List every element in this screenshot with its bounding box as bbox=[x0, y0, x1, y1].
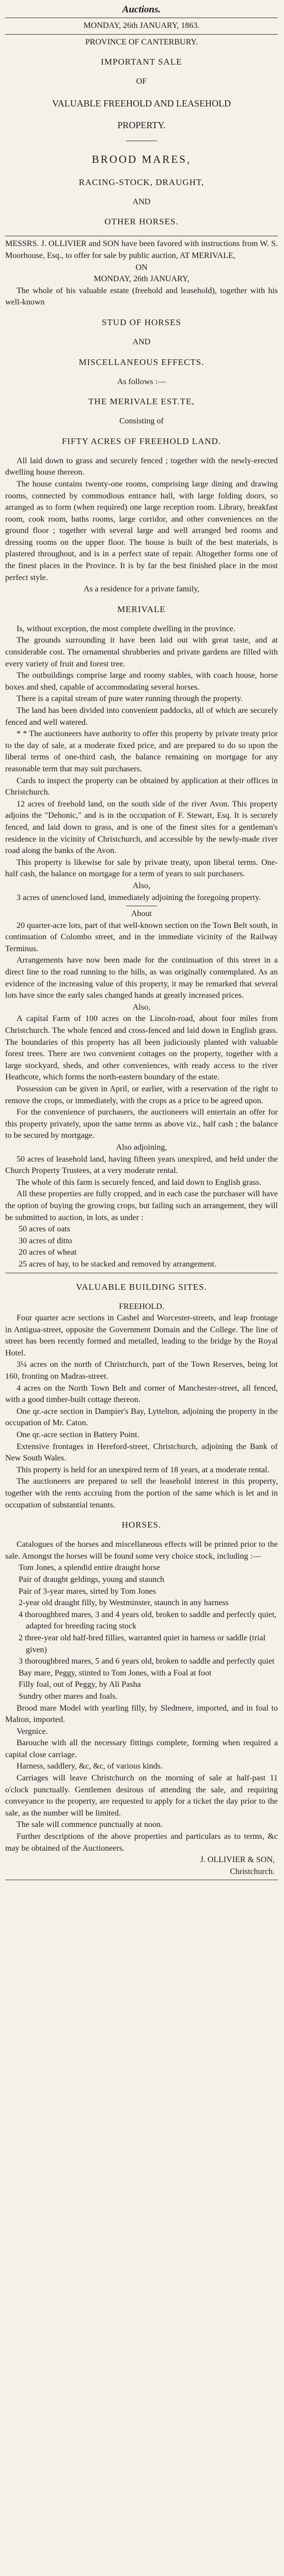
carriages-para: Carriages will leave Christchurch on the morning of sale at half-past 11 o'clock punctually. Gentlemen desirous of attending the sale, and requiring conveyance to the property, are requested to apply for a ticket the day prior to the sale, as the number will be limited. bbox=[5, 1774, 278, 1818]
horse-item-5: 4 thoroughbred mares, 3 and 4 years old, broken to saddle and perfectly quiet, adapted for breeding racing stock bbox=[19, 1610, 277, 1631]
brood-line-3: AND bbox=[132, 197, 151, 206]
building-sites-heading: VALUABLE BUILDING SITES. bbox=[76, 1282, 207, 1292]
misc-heading: MISCELLANEOUS EFFECTS. bbox=[78, 357, 204, 367]
also-adjoining-line: Also adjoining, bbox=[116, 1142, 167, 1152]
fifty-acres-heading: FIFTY ACRES OF FREEHOLD LAND. bbox=[61, 436, 222, 446]
also-line-2: Also, bbox=[132, 1002, 151, 1012]
building-para-7: This property is held for an unexpired term of 18 years, at a moderate rental. bbox=[17, 1465, 270, 1474]
estate-para-8: * * The auctioneers have authority to offer this property by private treaty prior to the day of sale, at a moderate fixed price, and are prepared to do so upon the liberal terms of one-third cash, the balance remaining on mortgage for any reasonable term that may suit purchasers. bbox=[5, 729, 278, 773]
building-para-4: One qr.-acre section in Dampier's Bay, Lyttelton, adjoining the property in the occupation of Mr. Caton. bbox=[5, 1407, 278, 1428]
estate-para-7: The land has been divided into convenient paddocks, all of which are securely fenced and well watered. bbox=[5, 706, 278, 727]
horse-item-1: Tom Jones, a splendid entire draught horse bbox=[19, 1563, 160, 1573]
estate-para-4: The grounds surrounding it have been laid out with great taste, and at considerable cost. The ornamental shrubberies and private gardens are filled with every variety of fruit and forest tree. bbox=[5, 636, 278, 668]
important-sale: IMPORTANT SALE bbox=[101, 57, 182, 67]
horses-heading: HORSES. bbox=[121, 1520, 162, 1530]
consisting-line: Consisting of bbox=[119, 417, 164, 426]
estate-para-18: 50 acres of leasehold land, having fifteen years unexpired, and held under the Church Property Trustees, at a very moderate rental. bbox=[5, 1154, 278, 1176]
estate-para-5: The outbuildings comprise large and roomy stables, with coach house, horse boxes and shed, capable of accommodating several horses. bbox=[5, 671, 278, 692]
crop-item-2: 30 acres of ditto bbox=[19, 1236, 72, 1245]
whole-estate-line: The whole of his valuable estate (freehold and leasehold), together with his well-known bbox=[5, 286, 278, 307]
building-para-5: One qr.-acre section in Battery Point. bbox=[17, 1430, 139, 1440]
horse-item-4: 2-year old draught filly, by Westminster, staunch in any harness bbox=[19, 1598, 229, 1608]
brood-mare-para: Brood mare Model with yearling filly, by Sledmere, imported, and in foal to Malton, imported. bbox=[5, 1703, 278, 1725]
barouche-para: Barouche with all the necessary fittings complete, forming when required a capital close carriage. bbox=[5, 1739, 278, 1759]
merivale-estate-heading: THE MERIVALE EST.TE, bbox=[88, 397, 195, 407]
stud-heading: STUD OF HORSES bbox=[102, 317, 181, 327]
estate-para-17: For the convenience of purchasers, the auctioneers will entertain an offer for this property privately, upon the same terms as above viz., half cash ; the balance to be secured by mortgage. bbox=[5, 1108, 278, 1140]
estate-para-15: A capital Farm of 100 acres on the Lincoln-road, about four miles from Christchurch. The whole fenced and cross-fenced and laid down in English grass. The boundaries of this property has all been judiciously planted with valuable forest trees. There are two convenient cottages on the property, together with a large stockyard, sheds, and other conveniences, with ready access to the river Heathcote, which forms the north-eastern boundary of the estate. bbox=[5, 1014, 278, 1082]
horse-item-9: Filly foal, out of Peggy, by Ali Pasha bbox=[19, 1680, 141, 1689]
building-para-6: Extensive frontages in Hereford-street, Christchurch, adjoining the Bank of New South Wales. bbox=[5, 1442, 278, 1463]
building-para-2: 3¼ acres on the north of Christchurch, part of the Town Reserves, being lot 160, fronting on Madras-street. bbox=[5, 1360, 278, 1381]
estate-para-3: Is, without exception, the most complete dwelling in the province. bbox=[17, 624, 235, 633]
also-line-1: Also, bbox=[132, 881, 151, 890]
further-para: Further descriptions of the above properties and particulars as to terms, &c may be obtained of the Auctioneers. bbox=[5, 1832, 278, 1853]
estate-para-13: 20 quarter-acre lots, part of that well-known section on the Town Belt south, in continuation of Colombo street, and in the immediate vicinity of the Railway Terminus. bbox=[5, 921, 278, 953]
estate-para-11: This property is likewise for sale by private treaty, upon liberal terms. One-half cash, the balance on mortgage for a term of years to suit purchasers. bbox=[5, 858, 278, 879]
estate-para-10: 12 acres of freehold land, on the south side of the river Avon. This property adjoins the "Dehonic," and is in the occupation of F. Stewart, Esq. It is securely fenced, and laid down to grass, and is one of the finest sites for a gentleman's residence in the vicinity of Christchurch, and accessible by the newly-made river road along the banks of the Avon. bbox=[5, 799, 278, 856]
building-para-8: The auctioneers are prepared to sell the leasehold interest in this property, together with the rents accruing from the portion of the same which is let and in occupation of substantial tenants. bbox=[5, 1477, 278, 1510]
as-follows: As follows :— bbox=[117, 377, 166, 386]
monday-line: MONDAY, 26th JANUARY, bbox=[93, 275, 190, 284]
brood-line-2: RACING-STOCK, DRAUGHT, bbox=[78, 177, 204, 187]
on-line: ON bbox=[135, 263, 148, 272]
merivale-heading: MERIVALE bbox=[117, 604, 166, 614]
and-line: AND bbox=[132, 337, 151, 346]
horse-item-2: Pair of draught geldings, young and staunch bbox=[19, 1575, 165, 1584]
auctions-heading: Auctions. bbox=[122, 4, 161, 15]
residence-line: As a residence for a private family, bbox=[83, 585, 200, 594]
date-line: MONDAY, 26th JANUARY, 1863. bbox=[83, 21, 200, 30]
horse-item-7: 3 thoroughbred mares, 5 and 6 years old, broken to saddle and perfectly quiet bbox=[19, 1657, 275, 1666]
brood-line-1: BROOD MARES, bbox=[91, 153, 192, 165]
building-para-1: Four quarter acre sections in Cashel and Worcester-streets, and leap frontage in Antigua-street, opposite the Government Domain and the College. The line of street has been recently formed and metalled, leading to the bridge by the Royal Hotel. bbox=[5, 1314, 278, 1358]
brood-line-4: OTHER HORSES. bbox=[104, 217, 179, 227]
vergnice-line: Vergnice. bbox=[17, 1727, 48, 1736]
estate-para-12: 3 acres of unenclosed land, immediately adjoining the foregoing property. bbox=[17, 893, 261, 902]
sale-commence-line: The sale will commence punctually at noon. bbox=[17, 1820, 163, 1830]
estate-para-19: The whole of this farm is securely fenced, and laid down to English grass. bbox=[17, 1178, 262, 1187]
crop-item-3: 20 acres of wheat bbox=[19, 1248, 77, 1257]
estate-para-16: Possession can be given in April, or earlier, with a reservation of the right to remove the crops, or immediately, with the crops as a price to be agreed upon. bbox=[5, 1085, 278, 1105]
harness-line: Harness, saddlery, &c, &c, of various kinds. bbox=[17, 1762, 163, 1771]
horse-item-10: Sundry other mares and foals. bbox=[19, 1691, 118, 1701]
horse-item-3: Pair of 3-year mares, sirted by Tom Jones bbox=[19, 1587, 156, 1596]
about-line: About bbox=[131, 909, 152, 919]
signature: J. OLLIVIER & SON, bbox=[200, 1855, 275, 1865]
horse-item-6: 2 three-year old half-bred fillies, warranted quiet in harness or saddle (trial given) bbox=[19, 1633, 266, 1654]
of-line: OF bbox=[136, 77, 147, 86]
estate-para-6: There is a capital stream of pure water running through the property. bbox=[17, 694, 243, 704]
province-line: PROVINCE OF CANTERBURY. bbox=[85, 37, 198, 47]
estate-para-1: All laid down to grass and securely fenced ; together with the newly-erected dwelling house thereon. bbox=[5, 456, 278, 477]
estate-para-14: Arrangements have now been made for the continuation of this street in a direct line to the road running to the hills, as was originally contemplated. As an evidence of the increasing value of this property, it may be remarked that several lots have since the early sales changed hands at greatly increased prices. bbox=[5, 956, 278, 1000]
title-line-2: PROPERTY. bbox=[117, 119, 166, 130]
horses-intro: Catalogues of the horses and miscellaneous effects will be printed prior to the sale. Amongst the horses will be found some very choice stock, including :— bbox=[5, 1540, 278, 1561]
estate-para-2: The house contains twenty-one rooms, comprising large dining and drawing rooms, connected by commodious entrance hall, with large folding doors, so arranged as to form (when required) one large reception room. Library, breakfast room, cook room, baths rooms, large corridor, and other conveniences on the ground floor ; together with several large and well arranged bed rooms and dressing rooms on the upper floor. The house is built of the best materials, is plastered throughout, and is in a perfect state of repair. Altogether forms one of the finest places in the Province. It is by far the best finished place in the most perfect style. bbox=[5, 479, 278, 582]
horse-item-8: Bay mare, Peggy, stinted to Tom Jones, with a Foal at foot bbox=[19, 1668, 212, 1678]
estate-para-9: Cards to inspect the property can be obtained by application at their offices in Christchurch. bbox=[5, 776, 278, 797]
intro-paragraph: MESSRS. J. OLLIVIER and SON have been favored with instructions from W. S. Moorhouse, Esq., to offer for sale by public auction, AT MERIVALE, bbox=[5, 239, 278, 260]
crop-item-4: 25 acres of hay, to be stacked and removed by arrangement. bbox=[19, 1259, 216, 1269]
freehold-heading: FREEHOLD. bbox=[119, 1302, 164, 1311]
title-line-1: VALUABLE FREEHOLD AND LEASEHOLD bbox=[52, 98, 231, 109]
date-rule bbox=[5, 34, 278, 35]
signature-place: Christchurch. bbox=[230, 1867, 275, 1876]
building-para-3: 4 acres on the North Town Belt and corner of Manchester-street, all fenced, with a good timber-built cottage thereon. bbox=[5, 1383, 278, 1405]
crop-item-1: 50 acres of oats bbox=[19, 1225, 70, 1234]
estate-para-20: All these properties are fully cropped, and in each case the purchaser will have the option of buying the growing crops, but failing such an arrangement, they will be submitted to auction, in lots, as under : bbox=[5, 1190, 278, 1222]
